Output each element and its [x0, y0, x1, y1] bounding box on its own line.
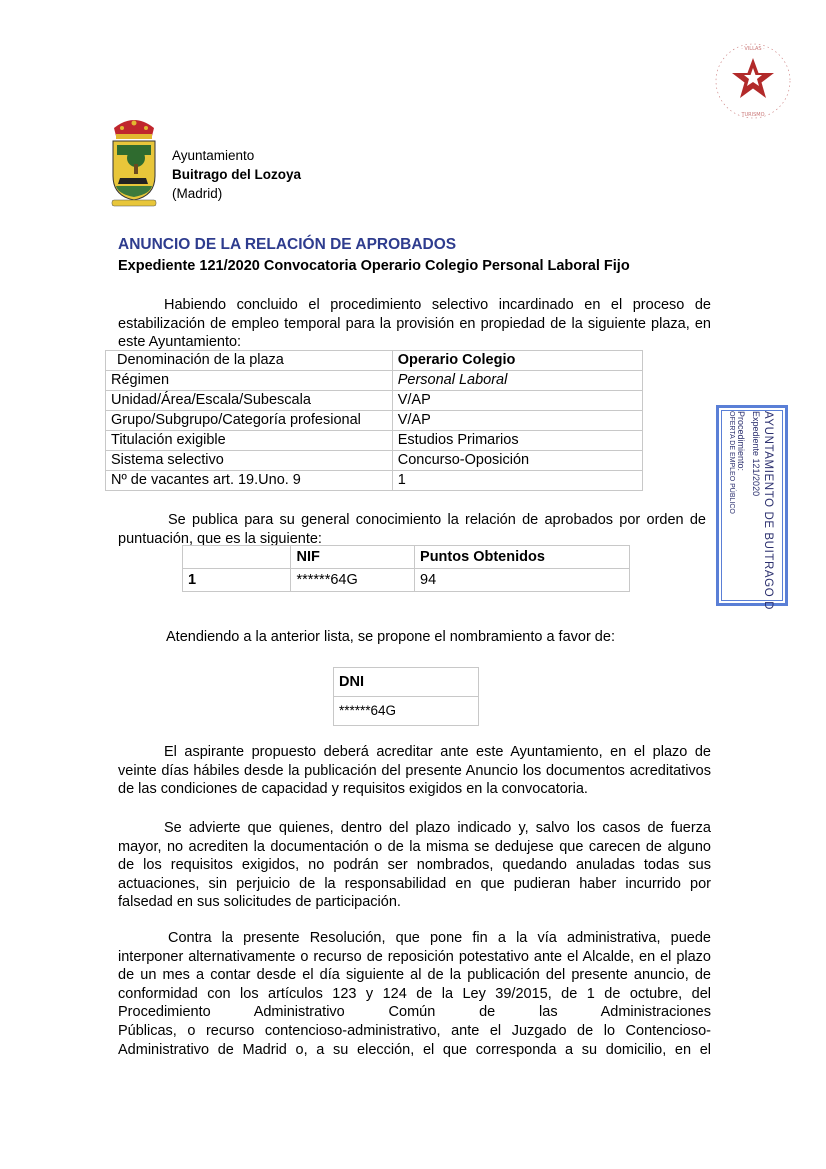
plaza-value: 1: [392, 471, 642, 491]
plaza-value: V/AP: [392, 391, 642, 411]
stamp-line-1: AYUNTAMIENTO DE BUITRAGO D: [762, 411, 774, 610]
municipal-crest-icon: [106, 114, 162, 208]
paragraph-warning-text: Se advierte que quienes, dentro del plazo indicado y, salvo los casos de fuerza mayor, no acrediten la documentación o de la misma se dedujese que carecen de alguno de los requisitos exigidos, no podrán ser nombrados, quedando anuladas todas sus actuaciones, sin perjuicio de la responsabilidad en que pudieran haber incurrido por falsedad en sus solicitudes de participación.: [118, 820, 711, 911]
table-row: [106, 431, 643, 451]
header-cell: Puntos Obtenidos: [415, 546, 630, 569]
paragraph-intro: [118, 296, 711, 352]
table-row: [106, 351, 643, 371]
stamp-line-2: Expediente 121/2020: [751, 411, 761, 497]
table-row: [334, 697, 479, 726]
table-row: [106, 371, 643, 391]
points-cell: 94: [415, 569, 630, 592]
header-cell: [183, 546, 291, 569]
stamp-line-3: Procedimiento:: [736, 411, 746, 472]
paragraph-appeal-text-b: Públicas, o recurso contencioso-administrativo, ante el Juzgado de lo Contencioso-Administrativo de Madrid o, a su elección, el que corresponda a su domicilio, en el: [118, 1022, 711, 1058]
header-cell: DNI: [334, 668, 479, 697]
table-row: [106, 391, 643, 411]
paragraph-publication-text: Se publica para su general conocimiento la relación de aprobados por orden de puntuación, que es la siguiente:: [118, 512, 706, 547]
paragraph-publication: [118, 511, 706, 548]
table-row: [183, 569, 630, 592]
plaza-label: Unidad/Área/Escala/Subescala: [106, 391, 393, 411]
registry-stamp-text: [721, 411, 775, 610]
paragraph-appeal-text-a: Contra la presente Resolución, que pone fin a la vía administrativa, puede interponer alternativamente o recurso de reposición potestativo ante el Alcalde, en el plazo de un mes a contar desde el día siguiente al de la publicación del presente anuncio, de conformidad con los artículos 123 y 124 de la Ley 39/2015, de 1 de octubre, del Procedimiento Administrativo Común de las Administraciones: [118, 930, 711, 1021]
paragraph-requirements: [118, 743, 711, 799]
plaza-table: [105, 350, 643, 491]
logo-text: [172, 146, 301, 203]
plaza-label: Titulación exigible: [106, 431, 393, 451]
svg-text:· VILLAS ·: · VILLAS ·: [741, 46, 765, 52]
plaza-value: Estudios Primarios: [392, 431, 642, 451]
paragraph-warning: [118, 819, 711, 912]
header-cell: NIF: [291, 546, 415, 569]
plaza-label: Denominación de la plaza: [106, 351, 393, 371]
plaza-value: Concurso-Oposición: [392, 451, 642, 471]
page-title: ANUNCIO DE LA RELACIÓN DE APROBADOS: [118, 236, 457, 253]
svg-text:TURISMO: TURISMO: [741, 112, 765, 118]
plaza-value: Personal Laboral: [392, 371, 642, 391]
page-subtitle: Expediente 121/2020 Convocatoria Operario Colegio Personal Laboral Fijo: [118, 258, 630, 274]
rank-cell: 1: [183, 569, 291, 592]
nif-cell: ******64G: [291, 569, 415, 592]
table-row: [106, 451, 643, 471]
paragraph-requirements-text: El aspirante propuesto deberá acreditar ante este Ayuntamiento, en el plazo de veinte días hábiles desde la publicación del presente Anuncio los documentos acreditativos de las condiciones de capacidad y requisitos exigidos en la convocatoria.: [118, 744, 711, 798]
dni-table: [333, 667, 479, 726]
plaza-value: Operario Colegio: [392, 351, 642, 371]
paragraph-appeal: [118, 929, 711, 1059]
logo-line-2: Buitrago del Lozoya: [172, 167, 302, 182]
plaza-label: Nº de vacantes art. 19.Uno. 9: [106, 471, 393, 491]
star-seal-icon: [714, 42, 792, 120]
registry-stamp: [716, 405, 788, 610]
dni-cell: ******64G: [334, 697, 479, 726]
table-header-row: [183, 546, 630, 569]
paragraph-proposal: Atendiendo a la anterior lista, se propone el nombramiento a favor de:: [166, 629, 615, 645]
table-header-row: [334, 668, 479, 697]
stamp-line-4: OFERTA DE EMPLEO PÚBLICO: [728, 411, 735, 514]
plaza-label: Grupo/Subgrupo/Categoría profesional: [106, 411, 393, 431]
aprobados-table: [182, 545, 630, 592]
logo-line-3: (Madrid): [172, 186, 223, 201]
plaza-value: V/AP: [392, 411, 642, 431]
plaza-label: Sistema selectivo: [106, 451, 393, 471]
paragraph-intro-text: Habiendo concluido el procedimiento selectivo incardinado en el proceso de estabilización de empleo temporal para la provisión en propiedad de la siguiente plaza, en este Ayuntamiento:: [118, 297, 711, 351]
table-row: [106, 411, 643, 431]
logo-line-1: Ayuntamiento: [172, 148, 255, 163]
plaza-label: Régimen: [106, 371, 393, 391]
table-row: [106, 471, 643, 491]
